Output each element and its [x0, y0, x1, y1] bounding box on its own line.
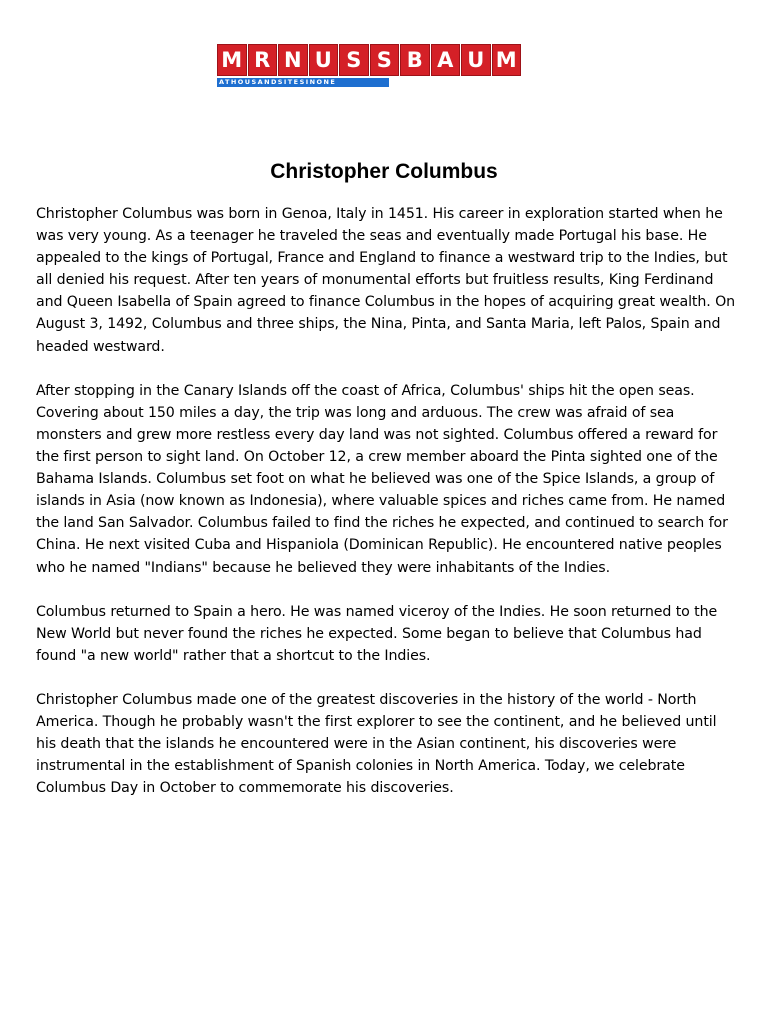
page-title: Christopher Columbus [270, 160, 498, 183]
article-paragraph: Christopher Columbus was born in Genoa, Italy in 1451. His career in exploration started when he was very young. As a teenager he traveled the seas and eventually made Portugal his base. He appealed to the kings of Portugal, France and England to finance a westward trip to the Indies, but all denied his request. After ten years of monumental efforts but fruitless results, King Ferdinand and Queen Isabella of Spain agreed to finance Columbus in the hopes of acquiring great wealth. On August 3, 1492, Columbus and three ships, the Nina, Pinta, and Santa Maria, left Palos, Spain and headed westward. [36, 206, 736, 355]
logo-letter: U [309, 44, 339, 76]
logo-tagline: ATHOUSANDSITESINONE [217, 78, 389, 87]
logo-letter: A [431, 44, 461, 76]
logo-letter: S [339, 44, 369, 76]
logo-wordmark [217, 44, 521, 76]
article-paragraph: Columbus returned to Spain a hero. He was named viceroy of the Indies. He soon returned to the New World but never found the riches he expected. Some began to believe that Columbus had found "a new world" rather that a shortcut to the Indies. [36, 603, 718, 664]
logo-letter: M [217, 44, 247, 76]
logo-letter: S [370, 44, 400, 76]
logo-letter: N [278, 44, 308, 76]
article-paragraph: After stopping in the Canary Islands off the coast of Africa, Columbus' ships hit the open seas. Covering about 150 miles a day, the trip was long and arduous. The crew was afraid of sea monsters and grew more restless every day land was not sighted. Columbus offered a reward for the first person to sight land. On October 12, a crew member aboard the Pinta sighted one of the Bahama Islands. Columbus set foot on what he believed was one of the Spice Islands, a group of islands in Asia (now known as Indonesia), where valuable spices and riches came from. He named the land San Salvador. Columbus failed to find the riches he expected, and continued to search for China. He next visited Cuba and Hispaniola (Dominican Republic). He encountered native peoples who he named "Indians" because he believed they were inhabitants of the Indies. [36, 382, 728, 576]
article-body [36, 203, 738, 822]
logo-letter: R [248, 44, 278, 76]
logo-letter: B [400, 44, 430, 76]
logo-letter: U [461, 44, 491, 76]
article-paragraph: Christopher Columbus made one of the greatest discoveries in the history of the world - North America. Though he probably wasn't the first explorer to see the continent, and he believed until his death that the islands he encountered were in the Asian continent, his discoveries were instrumental in the establishment of Spanish colonies in North America. Today, we celebrate Columbus Day in October to commemorate his discoveries. [36, 692, 717, 797]
logo-letter: M [492, 44, 522, 76]
site-logo [217, 44, 521, 87]
